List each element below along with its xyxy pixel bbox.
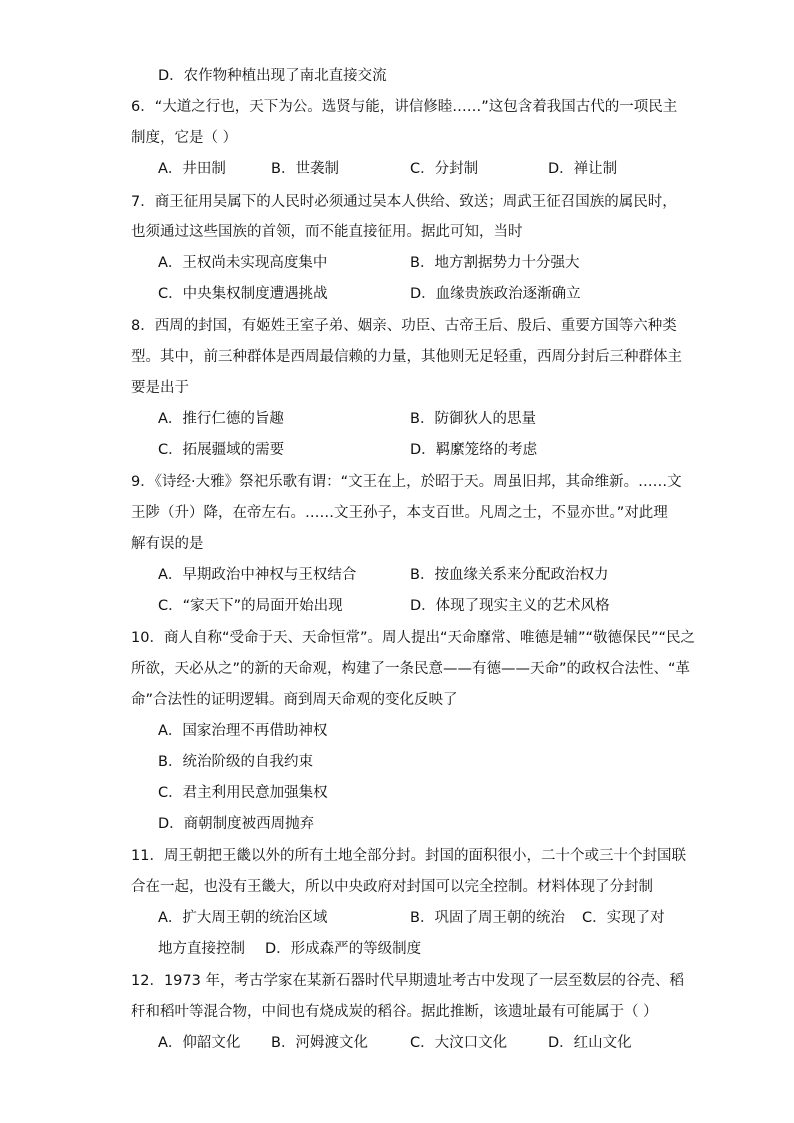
q6-stem-line2: 制度，它是（ ） bbox=[131, 130, 238, 146]
q10-option-d: D．商朝制度被西周抛弃 bbox=[158, 816, 315, 832]
q7-option-b: B．地方割据势力十分强大 bbox=[410, 255, 580, 271]
q10-option-a: A．国家治理不再借助神权 bbox=[158, 723, 328, 739]
q7-option-a: A．王权尚未实现高度集中 bbox=[158, 255, 328, 271]
q10-stem-line2: 所欲，天必从之”的新的天命观，构建了一条民意——有德——天命”的政权合法性、“革 bbox=[131, 661, 691, 677]
q11-option-b: B．巩固了周王朝的统治 bbox=[410, 910, 565, 926]
q12-stem-line2: 秆和稻叶等混合物，中间也有烧成炭的稻谷。据此推断，该遗址最有可能属于（ ） bbox=[131, 1004, 658, 1020]
q10-stem-line3: 命”合法性的证明逻辑。商到周天命观的变化反映了 bbox=[131, 692, 458, 708]
q6-option-a: A．井田制 bbox=[158, 161, 226, 177]
q8-option-b: B．防御狄人的思量 bbox=[410, 411, 536, 427]
q11-option-c-cont: 地方直接控制 bbox=[158, 941, 245, 957]
q8-stem-line2: 型。其中，前三种群体是西周最信赖的力量，其他则无足轻重，西周分封后三种群体主 bbox=[131, 349, 682, 365]
q8-option-d: D．羁縻笼络的考虑 bbox=[410, 442, 538, 458]
q9-stem-line1: 9．《诗经·大雅》祭祀乐歌有谓：“文王在上，於昭于天。周虽旧邦，其命维新。……文 bbox=[131, 474, 682, 490]
q9-stem-line2: 王陟（升）降，在帝左右。……文王孙子，本支百世。凡周之士，不显亦世。”对此理 bbox=[131, 505, 668, 521]
q12-option-b: B．河姆渡文化 bbox=[271, 1035, 368, 1051]
q11-option-c: C．实现了对 bbox=[582, 910, 665, 926]
q6-option-b: B．世袭制 bbox=[271, 161, 339, 177]
q8-stem-line3: 要是出于 bbox=[131, 380, 189, 396]
q12-option-d: D．红山文化 bbox=[548, 1035, 632, 1051]
q6-option-d: D．禅让制 bbox=[548, 161, 618, 177]
q9-option-b: B．按血缘关系来分配政治权力 bbox=[410, 567, 609, 583]
q8-stem-line1: 8．西周的封国，有姬姓王室子弟、姻亲、功臣、古帝王后、殷后、重要方国等六种类 bbox=[131, 318, 677, 334]
q12-stem-line1: 12．1973 年，考古学家在某新石器时代早期遗址考古中发现了一层至数层的谷壳、稻 bbox=[131, 973, 684, 989]
q6-stem-line1: 6．“大道之行也，天下为公。选贤与能，讲信修睦……”这包含着我国古代的一项民主 bbox=[131, 99, 678, 115]
q7-option-c: C．中央集权制度遭遇挑战 bbox=[158, 286, 328, 302]
q10-stem-line1: 10．商人自称“受命于天、天命恒常”。周人提出“天命靡常、唯德是辅”“敬德保民”“民之 bbox=[131, 630, 696, 646]
q7-option-d: D．血缘贵族政治逐渐确立 bbox=[410, 286, 581, 302]
q11-option-a: A．扩大周王朝的统治区域 bbox=[158, 910, 328, 926]
q6-option-c: C．分封制 bbox=[410, 161, 479, 177]
q12-option-a: A．仰韶文化 bbox=[158, 1035, 241, 1051]
q9-stem-line3: 解有误的是 bbox=[131, 536, 204, 552]
q11-stem-line2: 合在一起，也没有王畿大，所以中央政府对封国可以完全控制。材料体现了分封制 bbox=[131, 879, 653, 895]
q9-option-c: C．“家天下”的局面开始出现 bbox=[158, 598, 343, 614]
q9-option-a: A．早期政治中神权与王权结合 bbox=[158, 567, 357, 583]
q11-stem-line1: 11．周王朝把王畿以外的所有土地全部分封。封国的面积很小，二十个或三十个封国联 bbox=[131, 848, 686, 864]
q5-option-d: D．农作物种植出现了南北直接交流 bbox=[158, 68, 387, 84]
q10-option-b: B．统治阶级的自我约束 bbox=[158, 754, 313, 770]
q9-option-d: D．体现了现实主义的艺术风格 bbox=[410, 598, 610, 614]
q7-stem-line2: 也须通过这些国族的首领，而不能直接征用。据此可知，当时 bbox=[131, 224, 523, 240]
q12-option-c: C．大汶口文化 bbox=[410, 1035, 508, 1051]
q7-stem-line1: 7．商王征用吴属下的人民时必须通过吴本人供给、致送；周武王征召国族的属民时， bbox=[131, 194, 677, 210]
q8-option-c: C．拓展疆域的需要 bbox=[158, 442, 285, 458]
q10-option-c: C．君主利用民意加强集权 bbox=[158, 785, 328, 801]
q11-option-d: D．形成森严的等级制度 bbox=[265, 941, 422, 957]
q8-option-a: A．推行仁德的旨趣 bbox=[158, 411, 284, 427]
